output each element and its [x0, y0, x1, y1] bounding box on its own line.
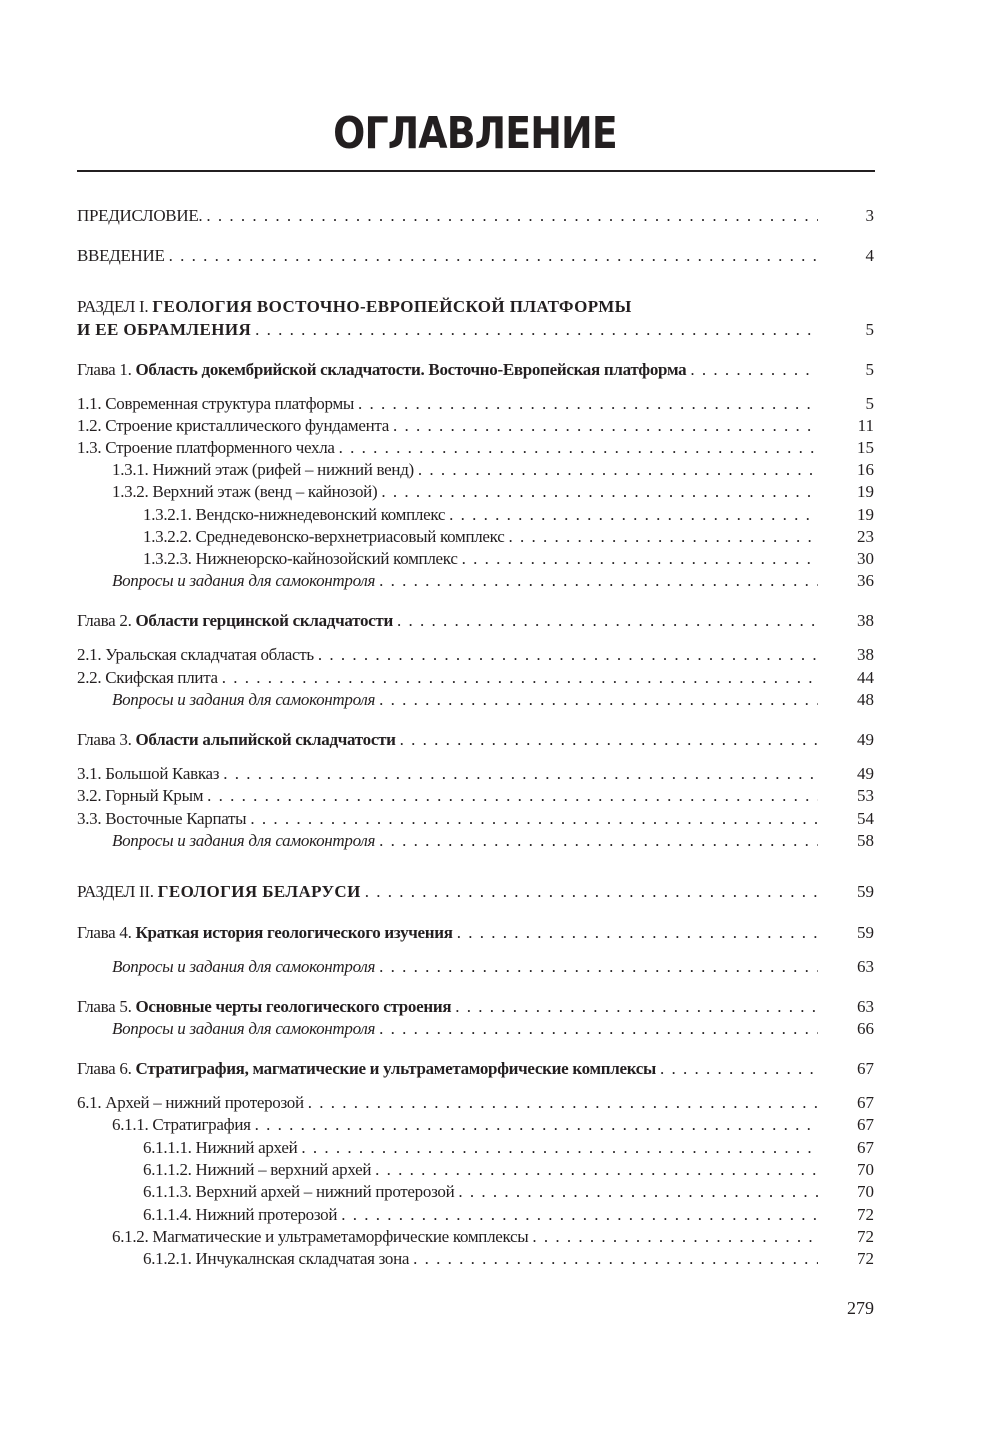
toc-entry-title: [112, 956, 375, 978]
toc-entry-prefix: 1.3.2.3. Нижнеюрско-кайнозойский комплекс: [143, 549, 458, 568]
dot-leader: [458, 1181, 818, 1203]
toc-entry-prefix: 1.2. Строение кристаллического фундамента: [77, 416, 389, 435]
toc-entry-prefix: 6.1.1. Стратиграфия: [112, 1115, 251, 1134]
toc-entry-bold-title: ГЕОЛОГИЯ ВОСТОЧНО-ЕВРОПЕЙСКОЙ ПЛАТФОРМЫ: [152, 297, 632, 316]
dot-leader: [222, 667, 818, 689]
toc-entry-prefix: 3.3. Восточные Карпаты: [77, 809, 247, 828]
toc-entry[interactable]: [112, 459, 874, 481]
toc-entry[interactable]: [77, 1092, 874, 1114]
toc-entry-title: [77, 667, 218, 689]
toc-entry-page: 63: [857, 997, 874, 1016]
toc-entry-page: 44: [857, 668, 874, 687]
toc-entry-prefix: 1.3.2.2. Среднедевонско-верхнетриасовый комплекс: [143, 527, 505, 546]
toc-entry[interactable]: [112, 570, 874, 592]
toc-entry-page: 63: [857, 957, 874, 976]
toc-entry[interactable]: [112, 956, 874, 978]
toc-entry-bold-title: Краткая история геологического изучения: [135, 923, 453, 942]
toc-entry-title: [77, 922, 453, 944]
toc-entry-title: [77, 808, 246, 830]
toc-entry-page: 38: [857, 611, 874, 630]
toc-entry-prefix: 3.1. Большой Кавказ: [77, 764, 220, 783]
toc-entry-prefix: Глава 1.: [77, 360, 136, 379]
toc-entry-page: 49: [857, 730, 874, 749]
toc-entry-title: [77, 393, 354, 415]
toc-entry-prefix: 1.3.2. Верхний этаж (венд – кайнозой): [112, 482, 378, 501]
toc-entry[interactable]: [143, 1137, 874, 1159]
toc-entry-page: 36: [857, 571, 874, 590]
toc-entry[interactable]: [77, 881, 874, 903]
toc-entry[interactable]: [77, 785, 874, 807]
toc-entry-bold-title: ГЕОЛОГИЯ БЕЛАРУСИ: [157, 882, 361, 901]
page-title: ОГЛАВЛЕНИЕ: [333, 108, 617, 159]
dot-leader: [449, 504, 818, 526]
toc-entry[interactable]: [77, 808, 874, 830]
toc-entry-prefix: ВВЕДЕНИЕ: [77, 246, 165, 265]
toc-entry-prefix: 1.1. Современная структура платформы: [77, 394, 355, 413]
toc-entry-title: [77, 610, 393, 632]
toc-entry-title: [77, 205, 202, 227]
toc-entry-prefix: Вопросы и задания для самоконтроля: [112, 1019, 376, 1038]
toc-entry-prefix: Глава 2.: [77, 611, 136, 630]
toc-entry-prefix: 6.1.1.4. Нижний протерозой: [143, 1205, 338, 1224]
dot-leader: [379, 1018, 818, 1040]
toc-entry[interactable]: [112, 1018, 874, 1040]
dot-leader: [397, 610, 818, 632]
toc-entry-prefix: Глава 6.: [77, 1059, 136, 1078]
toc-entry[interactable]: [77, 205, 874, 227]
toc-entry-title: [77, 763, 219, 785]
toc-entry[interactable]: [77, 922, 874, 944]
dot-leader: [341, 1204, 818, 1226]
toc-entry[interactable]: [143, 504, 874, 526]
toc-entry-title: [143, 548, 458, 570]
toc-entry-prefix: 1.3.1. Нижний этаж (рифей – нижний венд): [112, 460, 414, 479]
toc-entry-prefix: 2.2. Скифская плита: [77, 668, 218, 687]
dot-leader: [455, 996, 818, 1018]
toc-entry-page: 23: [857, 527, 874, 546]
dot-leader: [375, 1159, 818, 1181]
toc-entry-title: [143, 526, 504, 548]
toc-entry-page: 54: [857, 809, 874, 828]
dot-leader: [250, 808, 818, 830]
toc-entry-page: 67: [857, 1138, 874, 1157]
dot-leader: [379, 956, 818, 978]
toc-entry-title: [77, 296, 632, 318]
toc-entry[interactable]: [77, 667, 874, 689]
toc-entry-prefix: Глава 5.: [77, 997, 136, 1016]
dot-leader: [223, 763, 818, 785]
toc-entry-title: [77, 729, 396, 751]
toc-entry-page: 66: [857, 1019, 874, 1038]
toc-entry-title: [77, 1058, 656, 1080]
toc-entry-title: [77, 1092, 304, 1114]
toc-entry-page: 16: [857, 460, 874, 479]
toc-entry-prefix: 6.1.1.2. Нижний – верхний архей: [143, 1160, 372, 1179]
toc-entry-prefix: 6.1.2.1. Инчукалнская складчатая зона: [143, 1249, 410, 1268]
page-number: 279: [847, 1298, 874, 1318]
dot-leader: [462, 548, 818, 570]
dot-leader: [508, 526, 818, 548]
toc-entry-title: [77, 415, 389, 437]
toc-entry-title: [112, 830, 375, 852]
toc-entry-page: 19: [857, 482, 874, 501]
dot-leader: [413, 1248, 818, 1270]
dot-leader: [532, 1226, 818, 1248]
toc-entry[interactable]: [112, 481, 874, 503]
toc-entry[interactable]: [112, 1114, 874, 1136]
toc-entry-page: 72: [857, 1249, 874, 1268]
dot-leader: [308, 1092, 818, 1114]
dot-leader: [301, 1137, 818, 1159]
toc-entry[interactable]: [77, 393, 874, 415]
toc-entry-page: 19: [857, 505, 874, 524]
dot-leader: [169, 245, 818, 267]
toc-entry-prefix: Вопросы и задания для самоконтроля: [112, 831, 376, 850]
toc-entry-title: [77, 881, 361, 903]
toc-entry-prefix: ПРЕДИСЛОВИЕ.: [77, 206, 203, 225]
toc-entry-title: [143, 1181, 454, 1203]
dot-leader: [339, 437, 818, 459]
toc-entry-page: 72: [857, 1205, 874, 1224]
toc-entry-prefix: Вопросы и задания для самоконтроля: [112, 957, 376, 976]
toc-entry[interactable]: [112, 1226, 874, 1248]
toc-entry[interactable]: [112, 830, 874, 852]
toc-entry-page: 48: [857, 690, 874, 709]
toc-entry[interactable]: [77, 296, 874, 318]
toc-entry-page: 59: [857, 923, 874, 942]
toc-entry-title: [112, 459, 414, 481]
toc-entry-page: 53: [857, 786, 874, 805]
toc-entry-prefix: Вопросы и задания для самоконтроля: [112, 690, 376, 709]
toc-entry-page: 5: [865, 394, 874, 413]
toc-entry-prefix: 3.2. Горный Крым: [77, 786, 204, 805]
toc-entry-title: [77, 319, 251, 341]
toc-entry[interactable]: [77, 415, 874, 437]
toc-entry-title: [77, 785, 203, 807]
dot-leader: [379, 689, 818, 711]
toc-entry-title: [112, 1226, 528, 1248]
toc-entry-page: 67: [857, 1093, 874, 1112]
toc-entry[interactable]: [77, 245, 874, 267]
toc-entry-bold-title: Области альпийской складчатости: [135, 730, 396, 749]
dot-leader: [690, 359, 818, 381]
toc-entry-page: 59: [857, 882, 874, 901]
toc-entry-title: [77, 245, 165, 267]
toc-entry-title: [143, 1137, 297, 1159]
toc-entry-page: 49: [857, 764, 874, 783]
toc-entry-bold-title: И ЕЕ ОБРАМЛЕНИЯ: [77, 320, 252, 339]
title-rule: [77, 170, 875, 172]
dot-leader: [379, 570, 818, 592]
dot-leader: [400, 729, 818, 751]
toc-entry-page: 3: [865, 206, 874, 225]
toc-entry[interactable]: [77, 729, 874, 751]
toc-entry-bold-title: Область докембрийской складчатости. Восточно-Европейская платформа: [135, 360, 687, 379]
toc-entry-title: [143, 1159, 371, 1181]
dot-leader: [255, 319, 818, 341]
dot-leader: [393, 415, 818, 437]
dot-leader: [381, 481, 818, 503]
toc-entry-title: [112, 1018, 375, 1040]
toc-entry-prefix: Глава 3.: [77, 730, 136, 749]
toc-entry[interactable]: [77, 763, 874, 785]
dot-leader: [660, 1058, 818, 1080]
toc-entry[interactable]: [77, 1058, 874, 1080]
toc-entry-page: 70: [857, 1160, 874, 1179]
toc-entry-page: 38: [857, 645, 874, 664]
toc-entry[interactable]: [143, 1204, 874, 1226]
toc-entry-title: [77, 996, 451, 1018]
toc-entry-prefix: 6.1.1.1. Нижний архей: [143, 1138, 298, 1157]
toc-entry-title: [143, 1204, 337, 1226]
toc-entry[interactable]: [77, 610, 874, 632]
dot-leader: [418, 459, 818, 481]
dot-leader: [365, 881, 818, 903]
toc-entry[interactable]: [143, 1181, 874, 1203]
toc-entry-prefix: 6.1. Архей – нижний протерозой: [77, 1093, 304, 1112]
toc-entry[interactable]: [77, 644, 874, 666]
toc-entry-title: [77, 437, 335, 459]
toc-entry-prefix: 1.3. Строение платформенного чехла: [77, 438, 335, 457]
dot-leader: [206, 205, 818, 227]
toc-entry-bold-title: Области герцинской складчатости: [135, 611, 393, 630]
toc-entry-prefix: 2.1. Уральская складчатая область: [77, 645, 314, 664]
toc-entry-page: 30: [857, 549, 874, 568]
toc-entry[interactable]: [77, 359, 874, 381]
toc-entry-page: 5: [865, 360, 874, 379]
toc-entry-title: [112, 481, 377, 503]
toc-entry[interactable]: [143, 1159, 874, 1181]
dot-leader: [318, 644, 818, 666]
dot-leader: [207, 785, 818, 807]
toc-entry-page: 11: [857, 416, 874, 435]
dot-leader: [457, 922, 818, 944]
toc-entry-page: 58: [857, 831, 874, 850]
toc-entry[interactable]: [77, 996, 874, 1018]
toc-entry-prefix: РАЗДЕЛ II.: [77, 882, 158, 901]
toc-entry-page: 67: [857, 1115, 874, 1134]
toc-entry-title: [112, 689, 375, 711]
toc-entry-title: [112, 1114, 251, 1136]
toc-entry-title: [143, 1248, 409, 1270]
toc-entry-page: 70: [857, 1182, 874, 1201]
toc-entry-prefix: Вопросы и задания для самоконтроля: [112, 571, 376, 590]
toc-entry-prefix: 6.1.2. Магматические и ультраметаморфические комплексы: [112, 1227, 529, 1246]
toc-entry-prefix: 1.3.2.1. Вендско-нижнедевонский комплекс: [143, 505, 446, 524]
toc-entry[interactable]: [143, 548, 874, 570]
dot-leader: [358, 393, 818, 415]
dot-leader: [379, 830, 818, 852]
toc-entry-prefix: РАЗДЕЛ I.: [77, 297, 153, 316]
toc-entry-title: [77, 359, 686, 381]
toc-entry-page: 4: [865, 246, 874, 265]
toc-entry-prefix: Глава 4.: [77, 923, 136, 942]
toc-entry-title: [77, 644, 314, 666]
toc-entry-title: [112, 570, 375, 592]
toc-entry[interactable]: [112, 689, 874, 711]
toc-entry[interactable]: [143, 1248, 874, 1270]
toc-entry-bold-title: Стратиграфия, магматические и ультраметаморфические комплексы: [135, 1059, 657, 1078]
toc-entry[interactable]: [77, 437, 874, 459]
toc-entry[interactable]: [77, 319, 874, 341]
toc-entry-page: 67: [857, 1059, 874, 1078]
toc-entry-title: [143, 504, 445, 526]
toc-entry[interactable]: [143, 526, 874, 548]
toc-entry-prefix: 6.1.1.3. Верхний архей – нижний протерозой: [143, 1182, 455, 1201]
toc-entry-page: 5: [865, 320, 874, 339]
toc-entry-bold-title: Основные черты геологического строения: [135, 997, 452, 1016]
dot-leader: [255, 1114, 818, 1136]
toc-entry-page: 72: [857, 1227, 874, 1246]
toc-entry-page: 15: [857, 438, 874, 457]
